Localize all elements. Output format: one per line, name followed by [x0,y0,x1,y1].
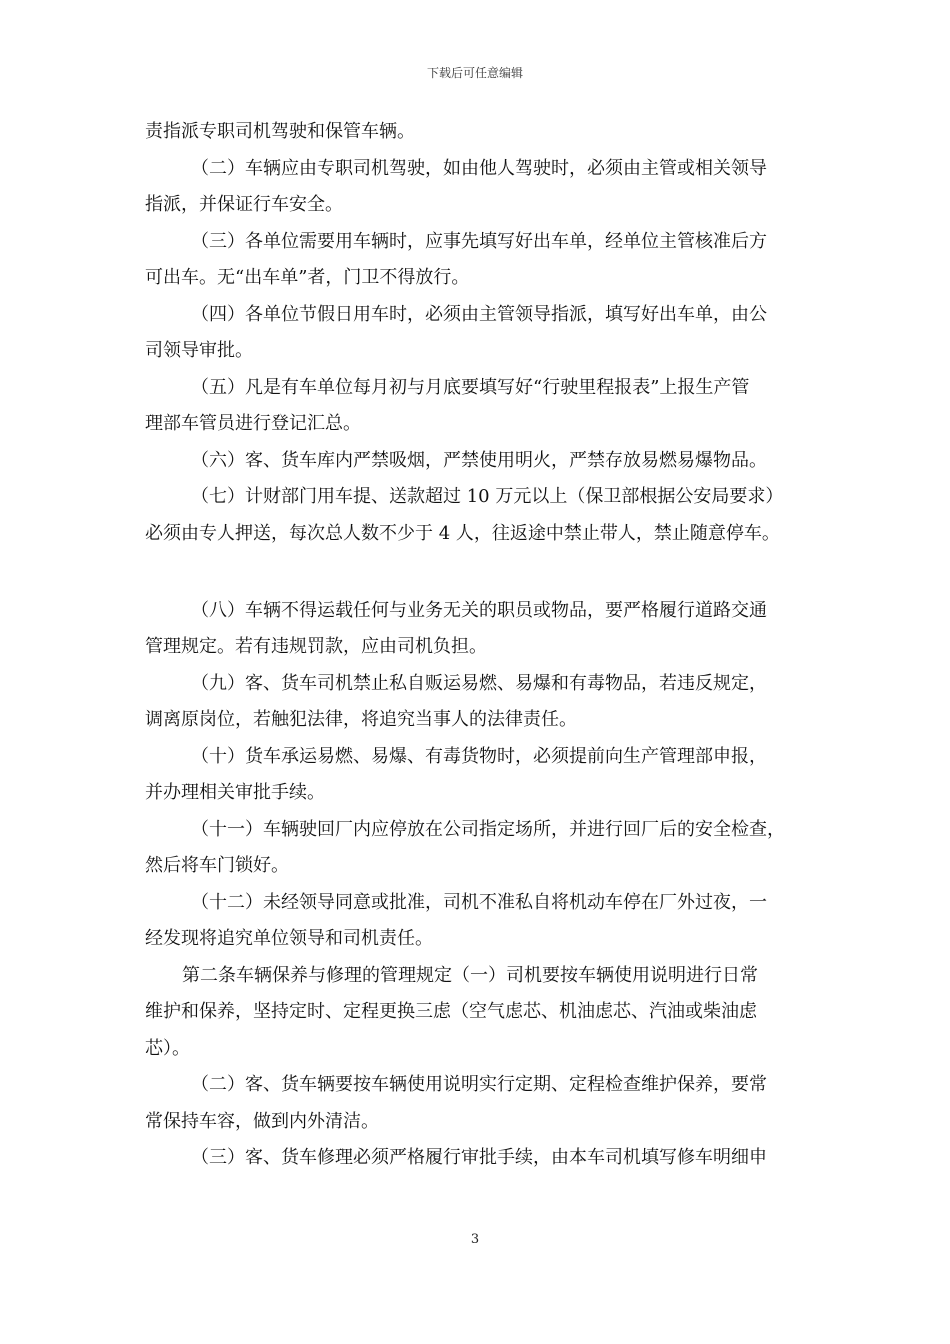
text-line: （九）客、货车司机禁止私自贩运易燃、易爆和有毒物品，若违反规定， [191,673,767,694]
text-line: （八）车辆不得运载任何与业务无关的职员或物品，要严格履行道路交通 [191,600,767,621]
text-line: （六）客、货车库内严禁吸烟，严禁使用明火，严禁存放易燃易爆物品。 [191,450,767,471]
text-line: （七）计财部门用车提、送款超过 10 万元以上（保卫部根据公安局要求） [191,486,784,507]
text-line: 经发现将追究单位领导和司机责任。 [145,928,433,949]
text-line: （十一）车辆驶回厂内应停放在公司指定场所，并进行回厂后的安全检查， [191,819,785,840]
text-line: 指派，并保证行车安全。 [145,194,343,215]
text-line: 调离原岗位，若触犯法律，将追究当事人的法律责任。 [145,709,577,730]
page-header-note: 下载后可任意编辑 [426,66,523,80]
text-line: 常保持车容，做到内外清洁。 [145,1111,379,1132]
text-line: 司领导审批。 [145,340,253,361]
text-line: 并办理相关审批手续。 [145,782,325,803]
text-line: 维护和保养，坚持定时、定程更换三虑（空气虑芯、机油虑芯、汽油或柴油虑 [145,1001,757,1022]
text-line: （三）客、货车修理必须严格履行审批手续，由本车司机填写修车明细申 [191,1147,767,1168]
text-line: （五）凡是有车单位每月初与月底要填写好“行驶里程报表”上报生产管 [191,377,750,398]
text-line: （十二）未经领导同意或批准，司机不准私自将机动车停在厂外过夜，一 [191,892,767,913]
text-line: 责指派专职司机驾驶和保管车辆。 [145,121,415,142]
text-line: 理部车管员进行登记汇总。 [145,413,361,434]
page-number: 3 [470,1232,480,1247]
text-line: 第二条车辆保养与修理的管理规定（一）司机要按车辆使用说明进行日常 [182,965,758,986]
text-line: 必须由专人押送，每次总人数不少于 4 人，往返途中禁止带人，禁止随意停车。 [145,523,780,544]
text-line: （四）各单位节假日用车时，必须由主管领导指派，填写好出车单，由公 [191,304,767,325]
text-line: 管理规定。若有违规罚款，应由司机负担。 [145,636,487,657]
text-line: 可出车。无“出车单”者，门卫不得放行。 [145,267,470,288]
text-line: 芯）。 [145,1038,190,1059]
text-line: （二）客、货车辆要按车辆使用说明实行定期、定程检查维护保养，要常 [191,1074,767,1095]
text-line: （三）各单位需要用车辆时，应事先填写好出车单，经单位主管核准后方 [191,231,767,252]
text-line: 然后将车门锁好。 [145,855,289,876]
text-line: （二）车辆应由专职司机驾驶，如由他人驾驶时，必须由主管或相关领导 [191,158,767,179]
text-line: （十）货车承运易燃、易爆、有毒货物时，必须提前向生产管理部申报， [191,746,767,767]
